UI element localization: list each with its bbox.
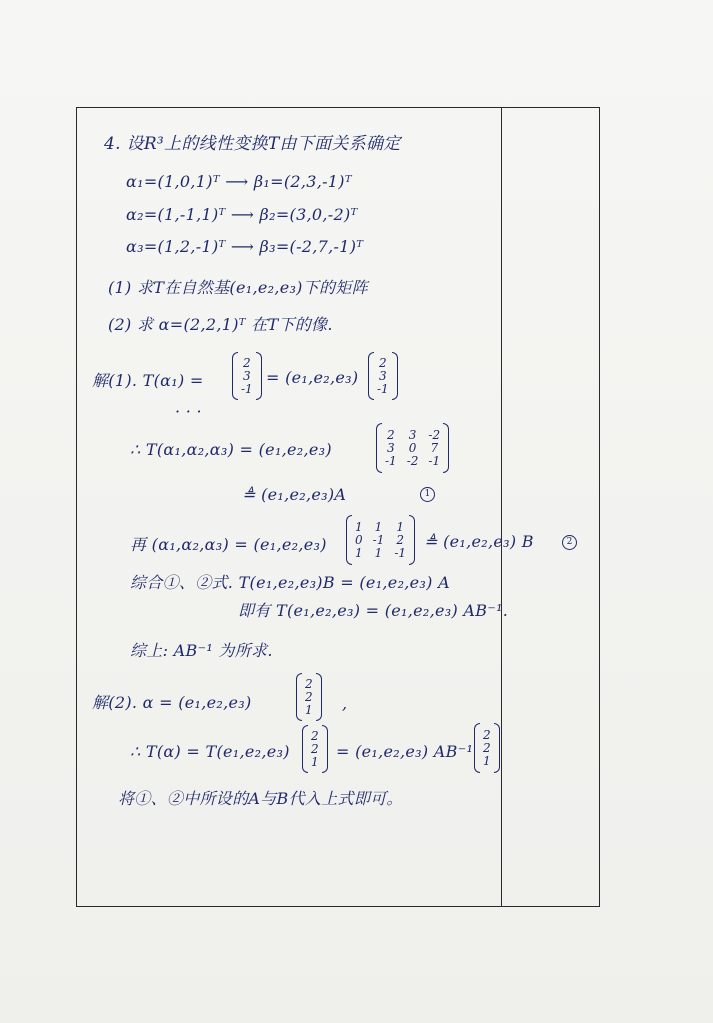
matrix-cell: 2 — [483, 727, 491, 742]
sol1-line1-mid: = (e₁,e₂,e₃) — [266, 368, 359, 387]
matrix-cell: -1 — [385, 453, 397, 468]
matrix-cell: 2 — [379, 355, 387, 370]
matrix-cell: 1 — [396, 519, 405, 534]
matrix-cell: -2 — [428, 427, 441, 442]
matrix-cell: 3 — [387, 440, 395, 455]
matrix-cell: 1 — [305, 702, 313, 717]
matrix-cell: -1 — [394, 545, 407, 560]
equation-marker-1: 1 — [420, 487, 435, 502]
matrix-B — [346, 515, 415, 565]
mapping-row-1: α₁=(1,0,1)ᵀ ⟶ β₁=(2,3,-1)ᵀ — [126, 172, 352, 191]
equation-marker-2: 2 — [562, 535, 577, 550]
matrix-cell: -1 — [241, 381, 253, 396]
sol1-line4-right: ≜ (e₁,e₂,e₃) B — [424, 532, 534, 551]
matrix-cell: 2 — [243, 355, 251, 370]
sol2-line2-left: ∴ T(α) = T(e₁,e₂,e₃) — [130, 742, 290, 761]
matrix-cell: 2 — [305, 676, 313, 691]
question-1: (1) 求T在自然基(e₁,e₂,e₃)下的矩阵 — [108, 278, 368, 297]
matrix-cell: 7 — [430, 440, 439, 455]
vector-beta1-right — [368, 352, 398, 400]
matrix-cell: 3 — [379, 368, 387, 383]
matrix-cell: 2 — [387, 427, 395, 442]
mapping-row-2: α₂=(1,-1,1)ᵀ ⟶ β₂=(3,0,-2)ᵀ — [126, 205, 358, 224]
vector-alpha-1 — [296, 673, 322, 721]
sol1-line2-left: ∴ T(α₁,α₂,α₃) = (e₁,e₂,e₃) — [130, 440, 332, 459]
matrix-cell: 1 — [355, 545, 363, 560]
matrix-cell: 0 — [408, 440, 417, 455]
sol2-line2-mid: = (e₁,e₂,e₃) AB⁻¹ — [336, 742, 474, 761]
matrix-cell: -1 — [377, 381, 389, 396]
matrix-cell: -1 — [372, 532, 385, 547]
sol1-combine: 综合①、②式. T(e₁,e₂,e₃)B = (e₁,e₂,e₃) A — [130, 573, 450, 592]
sol2-line1-left: 解(2). α = (e₁,e₂,e₃) — [92, 693, 252, 712]
sol1-define-A: ≜ (e₁,e₂,e₃)A — [242, 485, 347, 504]
sol1-result: 即有 T(e₁,e₂,e₃) = (e₁,e₂,e₃) AB⁻¹. — [238, 601, 509, 620]
matrix-cell: 2 — [311, 741, 319, 756]
margin-divider — [501, 108, 502, 906]
sol2-final: 将①、②中所设的A与B代入上式即可。 — [118, 789, 403, 808]
ellipsis: · · · — [175, 402, 202, 421]
sol1-line4-left: 再 (α₁,α₂,α₃) = (e₁,e₂,e₃) — [130, 535, 327, 554]
matrix-cell: 2 — [396, 532, 405, 547]
matrix-cell: 1 — [483, 753, 491, 768]
problem-title: 4. 设R³上的线性变换T由下面关系确定 — [104, 134, 401, 154]
sol1-line1-left: 解(1). T(α₁) = — [92, 371, 204, 390]
vector-beta1-left — [232, 352, 262, 400]
matrix-cell: 3 — [408, 427, 417, 442]
matrix-cell: 1 — [355, 519, 363, 534]
vector-alpha-3 — [474, 723, 500, 773]
question-2: (2) 求 α=(2,2,1)ᵀ 在T下的像. — [108, 315, 333, 334]
mapping-row-3: α₃=(1,2,-1)ᵀ ⟶ β₃=(-2,7,-1)ᵀ — [126, 237, 364, 256]
matrix-cell: -2 — [406, 453, 419, 468]
matrix-cell: 1 — [311, 754, 319, 769]
vector-alpha-2 — [302, 725, 328, 773]
matrix-cell: 1 — [374, 519, 383, 534]
matrix-cell: 3 — [243, 368, 251, 383]
matrix-cell: 2 — [483, 740, 491, 755]
sol2-comma: , — [342, 694, 348, 713]
sol1-conclusion: 综上: AB⁻¹ 为所求. — [130, 641, 273, 660]
matrix-cell: 2 — [311, 728, 319, 743]
matrix-cell: 0 — [355, 532, 363, 547]
matrix-A — [376, 423, 449, 473]
matrix-cell: 1 — [374, 545, 383, 560]
matrix-cell: 2 — [305, 689, 313, 704]
matrix-cell: -1 — [428, 453, 441, 468]
